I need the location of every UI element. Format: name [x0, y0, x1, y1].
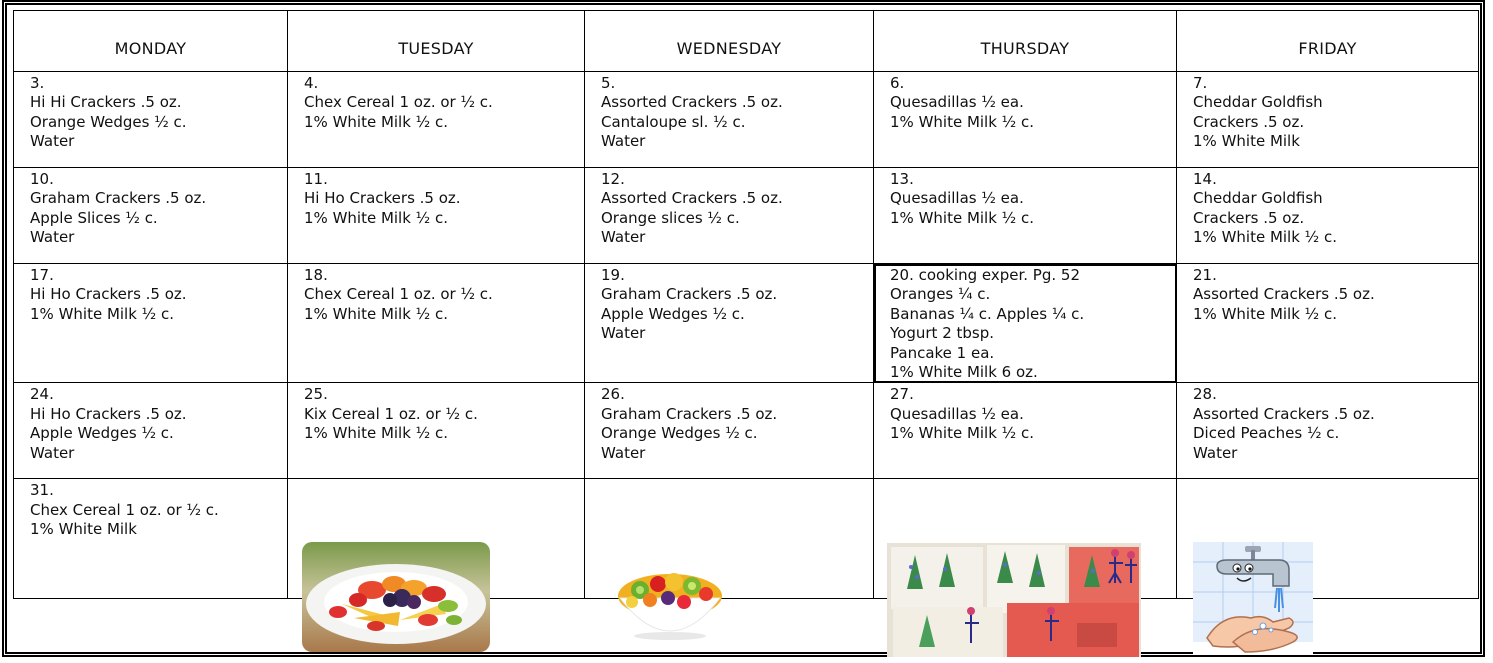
cell-line: 20. cooking exper. Pg. 52 [890, 266, 1080, 284]
cell-line: Apple Wedges ½ c. [601, 304, 745, 323]
day-cell [288, 72, 585, 168]
cell-line: Oranges ¼ c. [890, 285, 991, 304]
day-cell [1177, 72, 1479, 168]
cell-line: 4. [304, 74, 319, 92]
cell-line: Quesadillas ½ ea. [890, 404, 1024, 423]
day-cell [1177, 264, 1479, 383]
header-tuesday: TUESDAY [288, 11, 585, 72]
day-cell [1177, 168, 1479, 264]
header-monday: MONDAY [14, 11, 288, 72]
cell-line: Assorted Crackers .5 oz. [1193, 285, 1375, 304]
cell-line: 14. [1193, 170, 1217, 188]
cell-line: Water [1193, 443, 1238, 462]
fruit-platter-image [302, 542, 490, 652]
cell-line: Orange Wedges ½ c. [30, 112, 187, 131]
cell-line: Apple Wedges ½ c. [30, 424, 174, 443]
cell-line: 1% White Milk [30, 520, 137, 539]
header-thursday: THURSDAY [874, 11, 1177, 72]
cell-line: 1% White Milk ½ c. [304, 424, 449, 443]
cell-line: 6. [890, 74, 905, 92]
cell-line: 1% White Milk ½ c. [304, 304, 449, 323]
day-cell [1177, 383, 1479, 479]
day-cell [874, 168, 1177, 264]
cell-line: Chex Cereal 1 oz. or ½ c. [30, 500, 219, 519]
cell-line: Assorted Crackers .5 oz. [1193, 404, 1375, 423]
cell-line: 12. [601, 170, 625, 188]
cell-line: 1% White Milk ½ c. [1193, 304, 1338, 323]
cell-line: Apple Slices ½ c. [30, 208, 158, 227]
cell-line: Hi Ho Crackers .5 oz. [304, 189, 461, 208]
cell-line: Cheddar Goldfish [1193, 189, 1323, 208]
cell-line: 27. [890, 385, 914, 404]
day-cell [288, 264, 585, 383]
snack-menu-calendar [13, 10, 1479, 599]
cell-line: 1% White Milk ½ c. [304, 112, 449, 131]
cell-line: Chex Cereal 1 oz. or ½ c. [304, 93, 493, 112]
cell-line: 19. [601, 266, 625, 284]
cell-line: 18. [304, 266, 328, 284]
cell-line: Diced Peaches ½ c. [1193, 424, 1340, 443]
day-cell [874, 383, 1177, 479]
cell-line: Kix Cereal 1 oz. or ½ c. [304, 404, 478, 423]
cell-line: Cheddar Goldfish [1193, 93, 1323, 112]
day-header-row [14, 11, 1479, 72]
cell-line: Water [601, 443, 646, 462]
cell-line: Hi Ho Crackers .5 oz. [30, 404, 187, 423]
day-cell [585, 72, 874, 168]
cell-line: Chex Cereal 1 oz. or ½ c. [304, 285, 493, 304]
cell-line: Water [30, 228, 75, 247]
day-cell [585, 168, 874, 264]
day-cell [14, 383, 288, 479]
cell-line: Water [601, 324, 646, 343]
cell-line: 1% White Milk ½ c. [890, 208, 1035, 227]
cell-line: Yogurt 2 tbsp. [890, 324, 995, 343]
cell-line: 3. [30, 74, 45, 92]
cell-line: 11. [304, 170, 328, 188]
cell-line: Orange Wedges ½ c. [601, 424, 758, 443]
cell-line: 21. [1193, 266, 1217, 284]
header-friday: FRIDAY [1177, 11, 1479, 72]
kids-artwork-image [887, 543, 1141, 657]
day-cell [14, 168, 288, 264]
cell-line: Graham Crackers .5 oz. [601, 285, 778, 304]
cell-line: Quesadillas ½ ea. [890, 93, 1024, 112]
cell-line: 31. [30, 481, 54, 500]
day-cell [14, 72, 288, 168]
cell-line: Pancake 1 ea. [890, 343, 995, 362]
cooking-experience-cell [874, 264, 1177, 383]
fruit-bowl-image [614, 564, 726, 642]
cell-line: Assorted Crackers .5 oz. [601, 189, 783, 208]
cell-line: 24. [30, 385, 54, 404]
cell-line: Graham Crackers .5 oz. [601, 404, 778, 423]
cell-line: 1% White Milk ½ c. [1193, 228, 1338, 247]
day-cell [585, 264, 874, 383]
cell-line: 28. [1193, 385, 1217, 404]
cell-line: 5. [601, 74, 616, 92]
cell-line: 1% White Milk ½ c. [890, 424, 1035, 443]
cell-line: 1% White Milk [1193, 132, 1300, 151]
cell-line: 1% White Milk ½ c. [890, 112, 1035, 131]
cell-line: Hi Ho Crackers .5 oz. [30, 285, 187, 304]
cell-line: Crackers .5 oz. [1193, 112, 1305, 131]
cell-line: Assorted Crackers .5 oz. [601, 93, 783, 112]
cell-line: Graham Crackers .5 oz. [30, 189, 207, 208]
cell-line: Orange slices ½ c. [601, 208, 740, 227]
day-cell [874, 72, 1177, 168]
cell-line: 26. [601, 385, 625, 404]
cell-line: Crackers .5 oz. [1193, 208, 1305, 227]
cell-line: 7. [1193, 74, 1208, 92]
cell-line: Water [30, 443, 75, 462]
cell-line: Cantaloupe sl. ½ c. [601, 112, 746, 131]
week-row [14, 72, 1479, 168]
cell-line: Quesadillas ½ ea. [890, 189, 1024, 208]
cell-line: 1% White Milk ½ c. [30, 304, 175, 323]
cell-line: Water [30, 132, 75, 151]
week-row [14, 168, 1479, 264]
cell-line: 10. [30, 170, 54, 188]
handwashing-image [1193, 542, 1313, 654]
cell-line: 1% White Milk ½ c. [304, 208, 449, 227]
cell-line: 25. [304, 385, 328, 404]
cell-line: Hi Hi Crackers .5 oz. [30, 93, 182, 112]
cell-line: 13. [890, 170, 914, 188]
week-row [14, 383, 1479, 479]
cell-line: 17. [30, 266, 54, 284]
cell-line: Water [601, 228, 646, 247]
day-cell [585, 383, 874, 479]
cell-line: Bananas ¼ c. Apples ¼ c. [890, 304, 1085, 323]
day-cell [288, 383, 585, 479]
day-cell [288, 168, 585, 264]
week-row [14, 264, 1479, 383]
cell-line: Water [601, 132, 646, 151]
header-wednesday: WEDNESDAY [585, 11, 874, 72]
cell-line: 1% White Milk 6 oz. [890, 363, 1038, 382]
day-cell [14, 479, 288, 599]
day-cell [14, 264, 288, 383]
